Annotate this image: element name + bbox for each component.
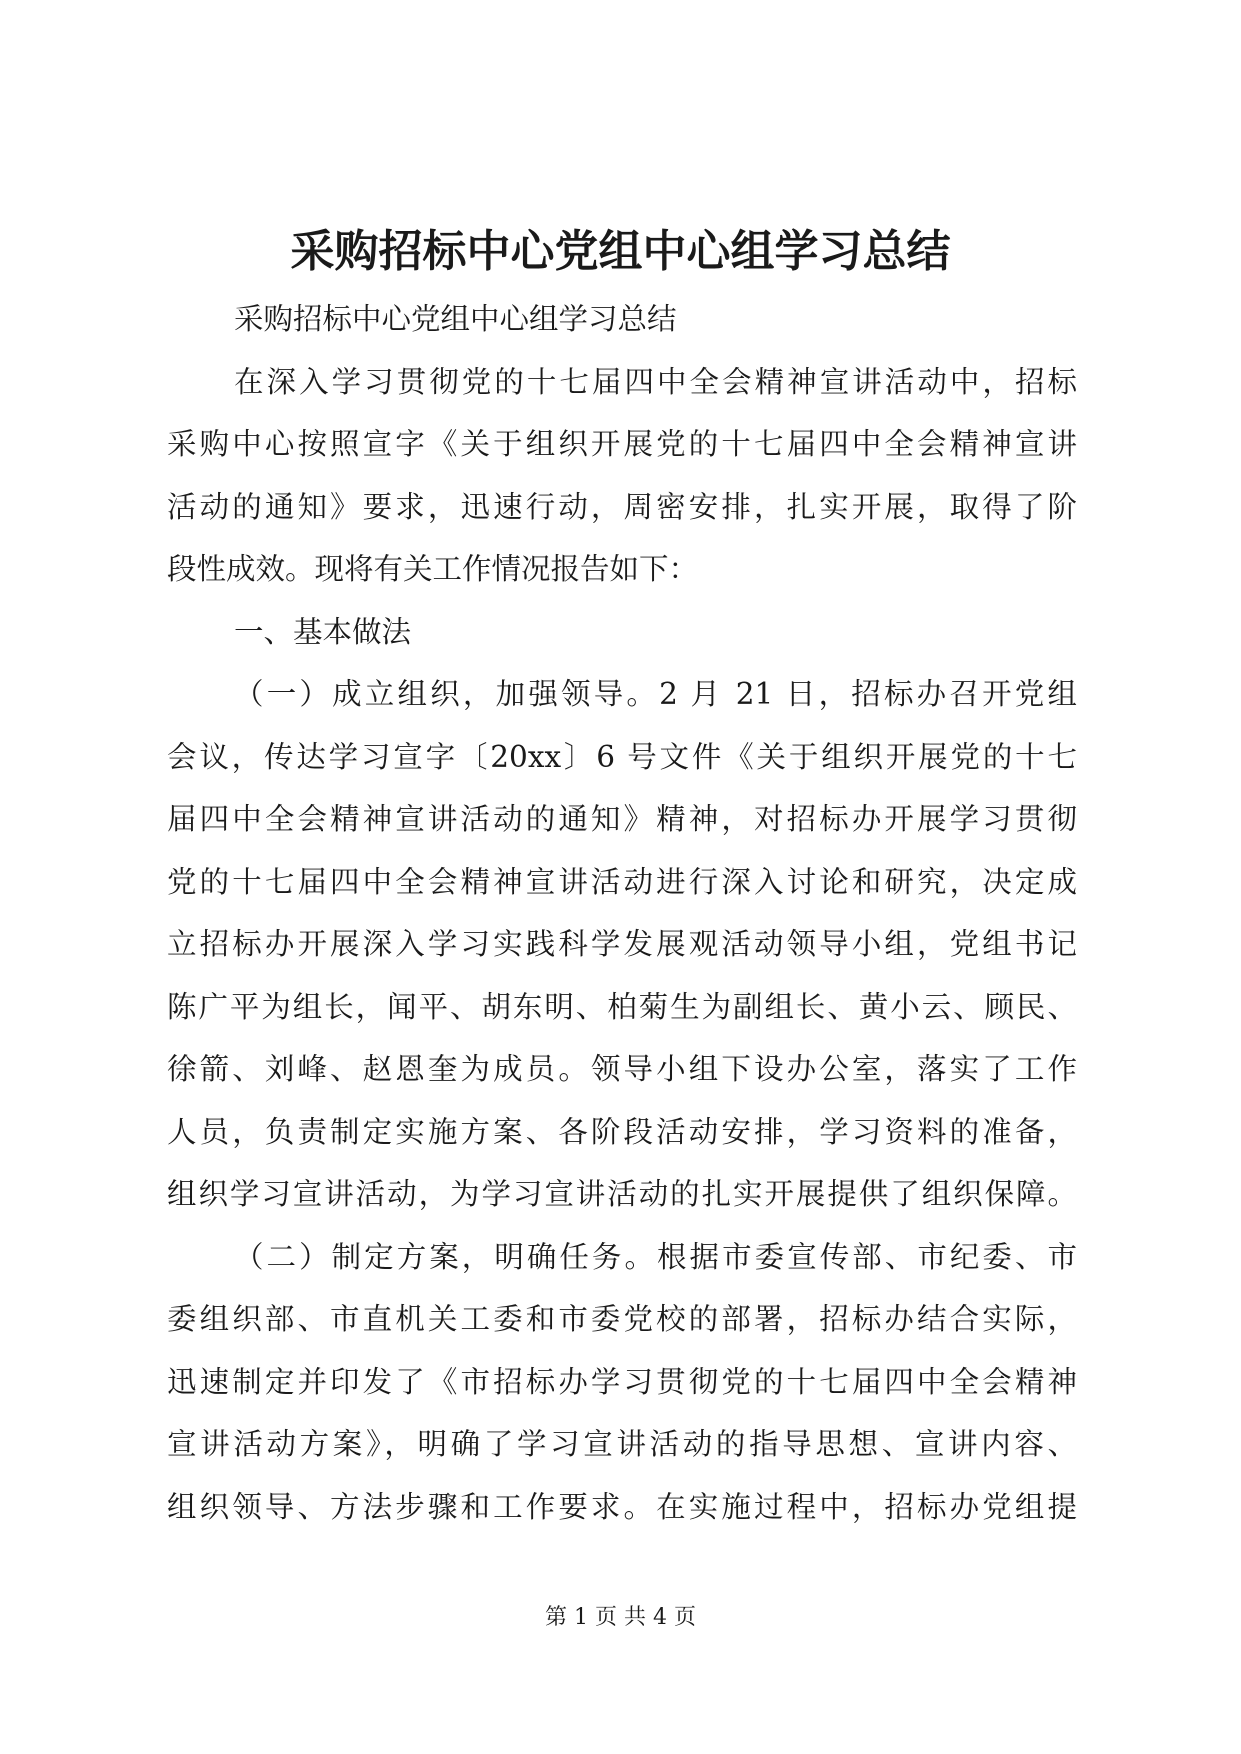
body-line: 陈广平为组长，闻平、胡东明、柏菊生为副组长、黄小云、顾民、 [167, 989, 1077, 1024]
document-title: 采购招标中心党组中心组学习总结 [290, 226, 951, 277]
body-line: 党的十七届四中全会精神宣讲活动进行深入讨论和研究，决定成 [167, 864, 1077, 899]
body-line: 段性成效。现将有关工作情况报告如下： [167, 552, 699, 586]
body-line: 届四中全会精神宣讲活动的通知》精神，对招标办开展学习贯彻 [167, 802, 1077, 836]
body-line: （一）成立组织，加强领导。2 月 21 日，招标办召开党组 [234, 677, 1077, 711]
document-body [167, 288, 1077, 1538]
body-line: 在深入学习贯彻党的十七届四中全会精神宣讲活动中，招标 [234, 364, 1077, 399]
body-line: 宣讲活动方案》，明确了学习宣讲活动的指导思想、宣讲内容、 [167, 1427, 1077, 1461]
body-line: 一、基本做法 [234, 614, 412, 649]
page-footer: 第 1 页 共 4 页 [545, 1605, 696, 1630]
body-line: 立招标办开展深入学习实践科学发展观活动领导小组，党组书记 [167, 927, 1077, 961]
body-line: 活动的通知》要求，迅速行动，周密安排，扎实开展，取得了阶 [167, 489, 1077, 524]
body-line: 采购中心按照宣字《关于组织开展党的十七届四中全会精神宣讲 [167, 427, 1077, 461]
body-line: 徐箭、刘峰、赵恩奎为成员。领导小组下设办公室，落实了工作 [167, 1052, 1077, 1086]
body-line: 组织学习宣讲活动，为学习宣讲活动的扎实开展提供了组织保障。 [167, 1177, 1077, 1211]
body-line: 委组织部、市直机关工委和市委党校的部署，招标办结合实际， [167, 1302, 1077, 1336]
body-line: 人员，负责制定实施方案、各阶段活动安排，学习资料的准备， [167, 1114, 1077, 1149]
body-line: 采购招标中心党组中心组学习总结 [234, 302, 677, 336]
body-line: 组织领导、方法步骤和工作要求。在实施过程中，招标办党组提 [167, 1489, 1077, 1524]
body-line: 会议，传达学习宣字〔20xx〕6 号文件《关于组织开展党的十七 [167, 739, 1077, 774]
body-line: 迅速制定并印发了《市招标办学习贯彻党的十七届四中全会精神 [167, 1364, 1077, 1399]
body-line: （二）制定方案，明确任务。根据市委宣传部、市纪委、市 [234, 1239, 1077, 1274]
